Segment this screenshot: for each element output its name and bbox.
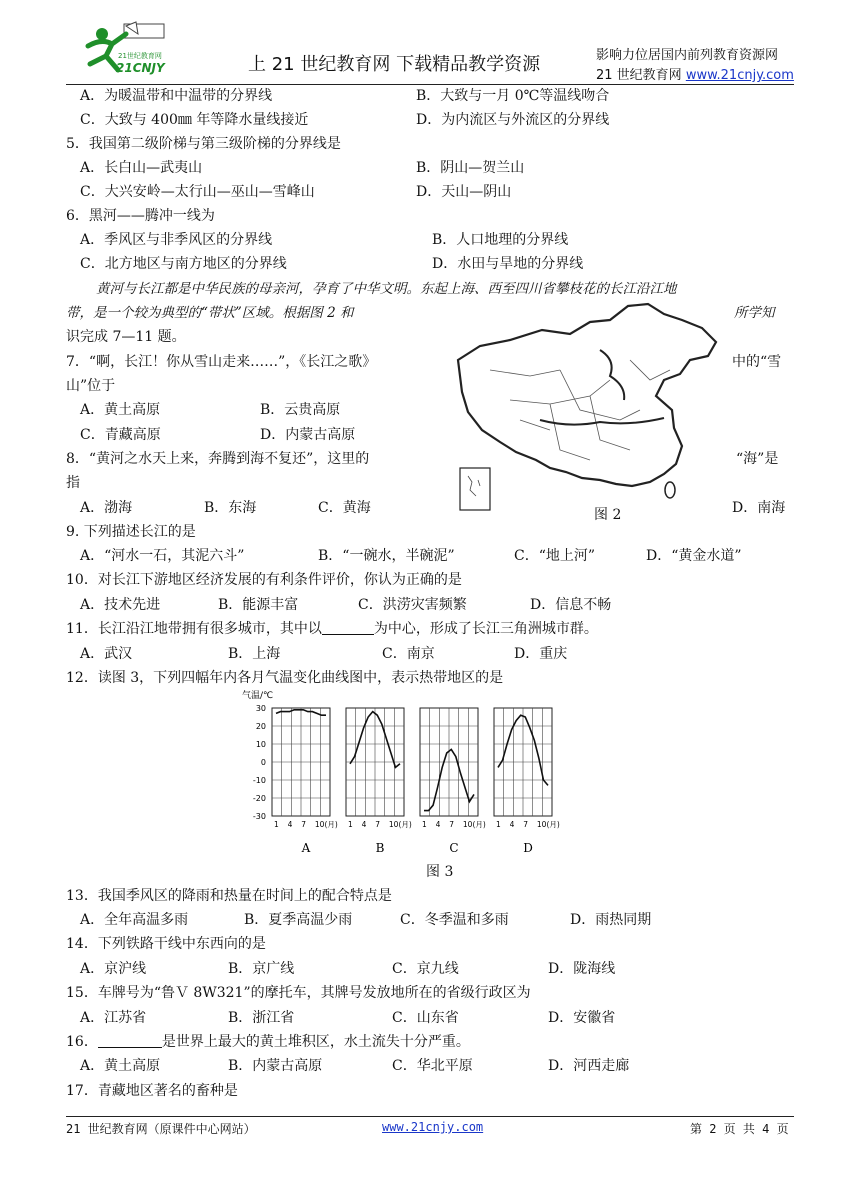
question-8: 8．“黄河之水天上来，奔腾到海不复还”，这里的 [66,451,370,467]
option: B．能源丰富 [218,597,299,613]
question-5: 5．我国第二级阶梯与第三级阶梯的分界线是 [66,136,341,152]
option: C．山东省 [392,1010,459,1026]
question-15: 15．车牌号为“鲁Ｖ 8W321”的摩托车，其牌号发放地所在的省级行政区为 [66,985,531,1001]
question-8: “海”是 [736,451,779,467]
question-13: 13．我国季风区的降雨和热量在时间上的配合特点是 [66,888,392,904]
y-tick-label: -10 [252,776,266,785]
x-tick-label: 1 [274,820,279,829]
series-label: D [523,841,533,855]
option: C．黄海 [318,500,371,516]
option: B．人口地理的分界线 [432,232,569,248]
x-tick-label: 7 [375,820,381,829]
header-title: 上 21 世纪教育网 下载精品教学资源 [248,54,541,75]
question-9: 9. 下列描述长江的是 [66,524,196,540]
y-tick-label: -20 [252,794,266,803]
option: B．云贵高原 [260,402,341,418]
question-11 [66,619,598,639]
option: A．黄土高原 [80,1058,161,1074]
climate-charts-figure [240,688,570,858]
header-site-label: 21 世纪教育网 [596,68,686,83]
option: D．雨热同期 [570,912,652,928]
option: B．阴山—贺兰山 [416,160,525,176]
option: A．江苏省 [80,1010,147,1026]
series-label: A [301,841,311,855]
option: D．“黄金水道” [646,548,742,564]
y-tick-label: 30 [255,704,266,713]
option: B．浙江省 [228,1010,295,1026]
option: C．“地上河” [514,548,596,564]
option: D．天山—阴山 [416,184,512,200]
passage: 所学知 [734,305,775,321]
x-tick-label: 10(月) [388,820,412,829]
question-6: 6．黑河——腾冲一线为 [66,208,215,224]
question-8: 指 [66,475,80,491]
option: D．河西走廊 [548,1058,630,1074]
x-tick-label: 1 [496,820,501,829]
header-slogan: 影响力位居国内前列教育资源网 [596,48,779,63]
option: C．大兴安岭—太行山—巫山—雪峰山 [80,184,315,200]
option: A．为暖温带和中温带的分界线 [80,88,273,104]
y-axis-label: 气温/℃ [242,691,274,701]
option: C．冬季温和多雨 [400,912,509,928]
footer-left: 21 世纪教育网（原课件中心网站） [66,1122,256,1136]
question-16-text: 是世界上最大的黄土堆积区，水土流失十分严重。 [161,1034,470,1050]
option: C．华北平原 [392,1058,473,1074]
passage: 黄河与长江都是中华民族的母亲河，孕育了中华文明。东起上海、西至四川省攀枝花的长江沿江地 [96,281,677,297]
x-tick-label: 4 [509,820,515,829]
option: A．全年高温多雨 [80,912,189,928]
option: A．京沪线 [80,961,147,977]
option: C．南京 [382,646,435,662]
option: D．重庆 [514,646,568,662]
x-tick-label: 4 [361,820,367,829]
header-site-link[interactable]: www.21cnjy.com [685,68,794,83]
option: D．内蒙古高原 [260,427,356,443]
series-label: C [449,841,459,855]
passage: 识完成 7—11 题。 [66,329,186,345]
china-map-figure [450,300,738,514]
option: D．信息不畅 [530,597,612,613]
question-7: 中的“雪 [732,354,782,370]
x-tick-label: 4 [435,820,441,829]
y-tick-label: 20 [255,722,266,731]
site-logo [66,20,186,80]
question-16-number: 16． [66,1034,98,1050]
footer-divider [66,1116,794,1117]
y-tick-label: 0 [260,758,266,767]
option: D．陇海线 [548,961,616,977]
question-11-text: 为中心，形成了长江三角洲城市群。 [373,621,598,637]
question-7: 山”位于 [66,378,116,394]
option: B．“一碗水，半碗泥” [318,548,455,564]
question-10: 10．对长江下游地区经济发展的有利条件评价，你认为正确的是 [66,572,462,588]
header-site [596,64,794,83]
option: B．东海 [204,500,257,516]
page-header [0,0,860,90]
option: B．大致与一月 0℃等温线吻合 [416,88,610,104]
answer-blank [322,620,374,635]
x-tick-label: 10(月) [314,820,338,829]
footer-link[interactable] [382,1120,483,1134]
x-tick-label: 1 [348,820,353,829]
x-tick-label: 4 [287,820,293,829]
option: D．南海 [732,500,786,516]
x-tick-label: 7 [301,820,307,829]
option: B．夏季高温少雨 [244,912,353,928]
option: A．技术先进 [80,597,161,613]
footer-site-link[interactable]: www.21cnjy.com [382,1120,484,1134]
option: A．渤海 [80,500,133,516]
x-tick-label: 7 [523,820,529,829]
option: B．上海 [228,646,281,662]
option: C．洪涝灾害频繁 [358,597,467,613]
option: D．为内流区与外流区的分界线 [416,112,610,128]
svg-text:21CNJY: 21CNJY [116,61,165,75]
option: C．大致与 400㎜ 年等降水量线接近 [80,112,309,128]
question-11-text: 11．长江沿江地带拥有很多城市，其中以 [66,621,322,637]
option: A．黄土高原 [80,402,161,418]
series-label: B [375,841,385,855]
option: C．北方地区与南方地区的分界线 [80,256,287,272]
option: A．季风区与非季风区的分界线 [80,232,273,248]
option: A．武汉 [80,646,133,662]
y-tick-label: 10 [255,740,266,749]
y-tick-label: -30 [252,812,266,821]
header-divider [66,84,794,85]
x-tick-label: 1 [422,820,427,829]
question-17: 17．青藏地区著名的畜种是 [66,1083,238,1099]
option: C．青藏高原 [80,427,161,443]
passage: 带，是一个较为典型的“带状”区域。根据图 2 和 [66,305,354,321]
figure-2-caption: 图 2 [594,507,622,523]
footer-page-number: 第 2 页 共 4 页 [690,1122,789,1136]
option: D．水田与旱地的分界线 [432,256,584,272]
question-16 [66,1032,470,1052]
question-7: 7．“啊，长江！你从雪山走来……”，《长江之歌》 [66,354,377,370]
svg-text:21世纪教育网: 21世纪教育网 [118,52,162,60]
question-14: 14．下列铁路干线中东西向的是 [66,936,266,952]
x-tick-label: 10(月) [536,820,560,829]
answer-blank [98,1033,162,1048]
question-12: 12．读图 3，下列四幅年内各月气温变化曲线图中，表示热带地区的是 [66,670,504,686]
option: A．长白山—武夷山 [80,160,203,176]
option: B．京广线 [228,961,295,977]
x-tick-label: 7 [449,820,455,829]
option: C．京九线 [392,961,459,977]
option: A．“河水一石，其泥六斗” [80,548,245,564]
x-tick-label: 10(月) [462,820,486,829]
figure-3-caption: 图 3 [426,864,454,880]
option: D．安徽省 [548,1010,616,1026]
option: B．内蒙古高原 [228,1058,323,1074]
